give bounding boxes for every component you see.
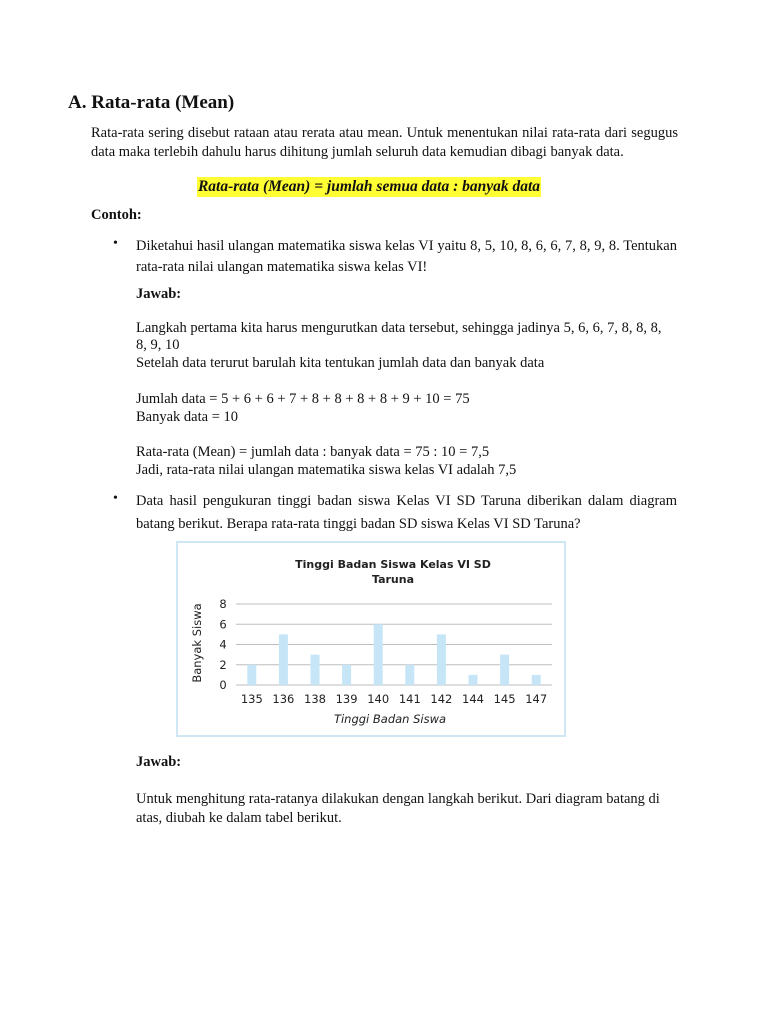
bar-147 — [532, 675, 541, 685]
x-tick-label: 136 — [272, 692, 295, 706]
intro-paragraph: Rata-rata sering disebut rataan atau rerata atau mean. Untuk menentukan nilai rata-rata dari segugus data maka terlebih dahulu harus dihitung jumlah seluruh data kemudian dibagi banyak data. — [91, 125, 678, 160]
y-tick-label: 2 — [219, 657, 227, 672]
chart-title-line1: Tinggi Badan Siswa Kelas VI SD — [295, 558, 491, 571]
x-tick-label: 147 — [525, 692, 548, 706]
bullet-2: • — [113, 491, 118, 506]
example1-conclusion: Jadi, rata-rata nilai ulangan matematika siswa kelas VI adalah 7,5 — [136, 462, 517, 478]
bar-145 — [500, 655, 509, 685]
example2-answer-text: Untuk menghitung rata-ratanya dilakukan dengan langkah berikut. Dari diagram batang di atas, diubah ke dalam tabel berikut. — [136, 791, 660, 826]
bar-136 — [279, 634, 288, 685]
bar-138 — [311, 655, 320, 685]
bar-139 — [342, 665, 351, 685]
bar-144 — [469, 675, 478, 685]
bar-chart — [178, 543, 564, 735]
bar-chart-frame — [176, 541, 566, 737]
y-tick-label: 8 — [219, 597, 227, 611]
example1-count: Banyak data = 10 — [136, 409, 238, 425]
bar-141 — [405, 665, 414, 685]
chart-title-line2: Taruna — [371, 573, 415, 586]
x-axis-label: Tinggi Badan Siswa — [333, 712, 447, 726]
section-heading: A. Rata-rata (Mean) — [68, 92, 235, 113]
example1-step1-line1: Langkah pertama kita harus mengurutkan data tersebut, sehingga jadinya 5, 6, 6, 7, 8, 8, 8, — [136, 320, 662, 336]
x-tick-label: 142 — [430, 692, 453, 706]
x-tick-label: 138 — [304, 692, 326, 706]
example2-answer-label: Jawab: — [136, 754, 182, 770]
x-tick-label: 139 — [335, 692, 358, 706]
example1-sum: Jumlah data = 5 + 6 + 6 + 7 + 8 + 8 + 8 + 8 + 9 + 10 = 75 — [136, 391, 470, 407]
bullet-1: • — [113, 236, 118, 251]
y-tick-label: 4 — [219, 637, 227, 652]
x-tick-label: 140 — [367, 692, 390, 706]
x-tick-label: 135 — [240, 692, 263, 706]
bar-140 — [374, 624, 383, 685]
x-tick-label: 141 — [398, 692, 421, 706]
example1-question: Diketahui hasil ulangan matematika siswa kelas VI yaitu 8, 5, 10, 8, 6, 6, 7, 8, 9, 8. Tentukan rata-rata nilai ulangan matematika siswa kelas VI! — [136, 238, 677, 275]
example1-mean: Rata-rata (Mean) = jumlah data : banyak data = 75 : 10 = 7,5 — [136, 444, 490, 460]
formula-container — [0, 177, 768, 197]
bar-142 — [437, 634, 446, 685]
mean-formula: Rata-rata (Mean) = jumlah semua data : banyak data — [197, 178, 541, 195]
example1-step1-line2: 8, 9, 10 — [136, 337, 180, 353]
y-tick-label: 6 — [219, 617, 227, 632]
y-axis-label: Banyak Siswa — [190, 603, 204, 683]
example1-answer-label: Jawab: — [136, 286, 182, 302]
example-label: Contoh: — [91, 207, 142, 223]
x-tick-label: 145 — [493, 692, 516, 706]
example1-step2: Setelah data terurut barulah kita tentukan jumlah data dan banyak data — [136, 355, 545, 371]
y-tick-label: 0 — [219, 678, 227, 692]
example2-question: Data hasil pengukuran tinggi badan siswa Kelas VI SD Taruna diberikan dalam diagram batang berikut. Berapa rata-rata tinggi badan SD siswa Kelas VI SD Taruna? — [136, 493, 677, 532]
bar-135 — [247, 665, 256, 685]
x-tick-label: 144 — [462, 692, 484, 706]
